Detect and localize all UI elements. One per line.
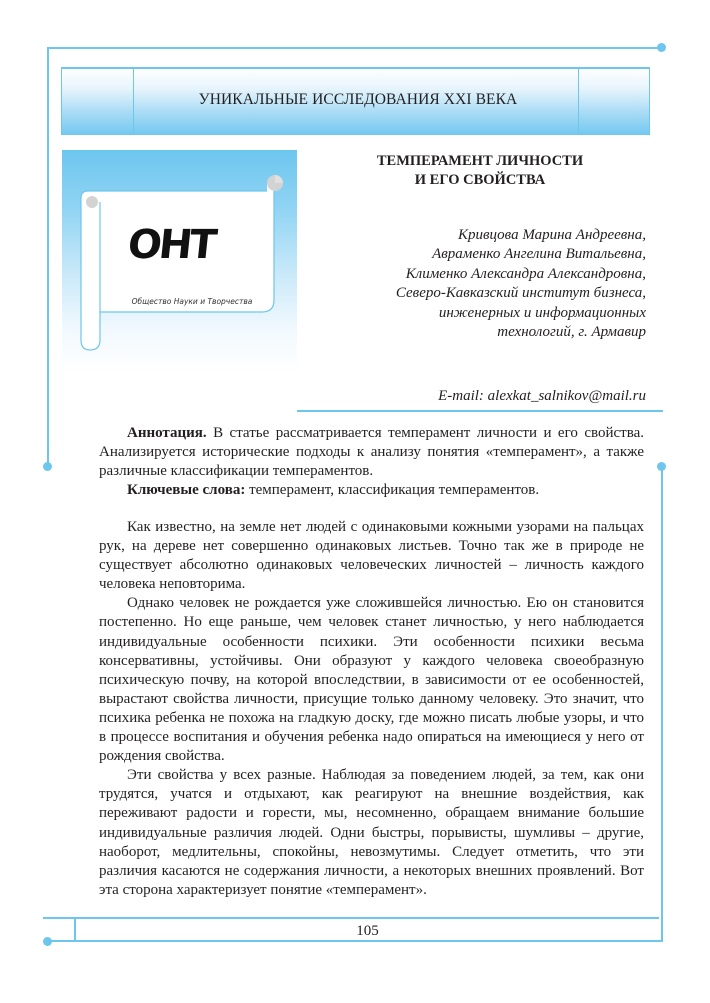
logo-caption: Общество Науки и Творчества (131, 297, 253, 306)
frame-left-line (47, 47, 49, 465)
journal-title: УНИКАЛЬНЫЕ ИССЛЕДОВАНИЯ XXI ВЕКА (198, 91, 518, 108)
author-line: Авраменко Ангелина Витальевна, (432, 246, 646, 263)
publisher-logo (62, 150, 297, 375)
footer-top-line (43, 917, 659, 919)
frame-left-dot (43, 462, 52, 471)
abstract-paragraph (99, 424, 644, 481)
author-line: Клименко Александра Александровна, (405, 265, 646, 282)
affiliation-line: Северо-Кавказский институт бизнеса, (395, 285, 646, 302)
email-rule (297, 410, 663, 412)
article-title-line1: ТЕМПЕРАМЕНТ ЛИЧНОСТИ (376, 153, 584, 169)
footer-left-dot (43, 937, 52, 946)
keywords-text: темперамент, классификация темпераментов. (245, 482, 540, 499)
article-body (99, 518, 644, 900)
article-title (300, 152, 660, 190)
frame-top-line (47, 47, 661, 49)
body-paragraph: Как известно, на земле нет людей с одинаковыми кожными узорами на пальцах рук, на дереве нет совершенно одинаковых листьев. Точно так же в природе не существует абсолютно одинаковых человеческих личностей – личность каждого человека неповторима. (99, 519, 644, 593)
abstract-text: В статье рассматривается темперамент личности и его свойства. Анализируется исторические подходы к анализу понятия «темперамент», а также различные классификации темпераментов. (99, 425, 644, 480)
banner-divider-left (133, 69, 134, 135)
abstract-block (99, 424, 644, 500)
frame-top-right-dot (657, 43, 666, 52)
body-paragraph: Эти свойства у всех разные. Наблюдая за поведением людей, за тем, как они трудятся, учатся и отдыхают, как реагируют на внешние воздействия, как переживают радости и горести, мы, несомненно, обращаем внимание большие индивидуальные различия людей. Одни быстры, порывисты, шумливы – другие, наоборот, медлительны, спокойны, невозмутимы. Следует отметить, что эти различия касаются не содержания личности, а некоторых внешних проявлений. Вот эта сторона характеризует понятие «темперамент». (99, 767, 644, 898)
article-title-line2: И ЕГО СВОЙСТВА (414, 172, 546, 188)
footer-bottom-line (47, 940, 663, 942)
keywords-label: Ключевые слова: (127, 482, 246, 499)
authors-block (396, 226, 646, 342)
abstract-label: Аннотация. (127, 425, 207, 441)
logo-mark: ОНТ (125, 222, 217, 268)
keywords-paragraph (99, 481, 644, 500)
author-line: Кривцова Марина Андреевна, (458, 227, 646, 243)
body-paragraph: Однако человек не рождается уже сложившейся личностью. Ею он становится постепенно. Но еще раньше, чем человек станет личностью, у него наблюдается индивидуальные особенности психики. Эти особенности психики весьма консервативны, устойчивы. Они образуют у каждого человека своеобразную психическую почву, на которой впоследствии, в зависимости от ее особенностей, вырастают свойства личности, присущие только данному человеку. Это значит, что психика ребенка не похожа на гладкую доску, где можно писать любые узоры, и что в процессе воспитания и обучения ребенка надо опираться на имеющиеся у него от рождения свойства. (99, 595, 644, 765)
author-email[interactable]: E-mail: alexkat_salnikov@mail.ru (438, 388, 646, 404)
journal-header-banner (61, 67, 650, 135)
affiliation-line: инженерных и информационных (438, 304, 646, 321)
frame-right-line (661, 466, 663, 942)
affiliation-line: технологий, г. Армавир (497, 324, 646, 341)
page-number: 105 (356, 923, 379, 939)
